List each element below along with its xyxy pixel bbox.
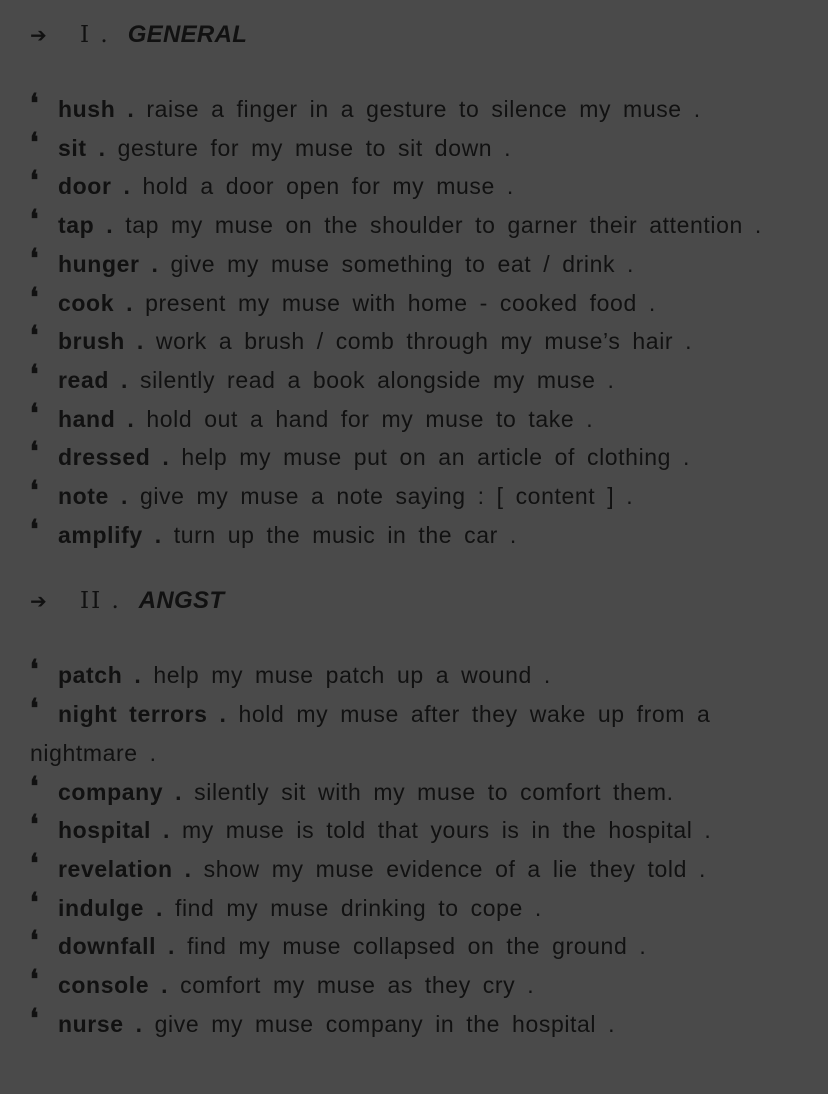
list-item <box>30 361 798 400</box>
prompt-term: company . <box>58 778 183 805</box>
prompt-term: dressed . <box>58 444 170 471</box>
prompt-term: console . <box>58 972 169 999</box>
bullet-icon: ❛ <box>30 127 39 158</box>
bullet-icon: ❛ <box>30 926 39 957</box>
list-item <box>30 245 798 284</box>
prompt-description: comfort my muse as they cry . <box>180 972 535 999</box>
bullet-icon: ❛ <box>30 514 39 545</box>
bullet-icon: ❛ <box>30 771 39 802</box>
prompt-description: silently read a book alongside my muse . <box>139 366 615 393</box>
list-item <box>30 850 798 889</box>
list-item <box>30 811 798 850</box>
bullet-icon: ❛ <box>30 166 39 197</box>
section-numeral: I . <box>80 22 110 48</box>
prompt-description: show my muse evidence of a lie they told . <box>203 855 706 882</box>
prompt-term: revelation . <box>58 855 192 882</box>
prompt-term: amplify . <box>58 521 162 548</box>
prompt-description: hold my muse after they wake up from a nightmare . <box>30 701 711 766</box>
bullet-icon: ❛ <box>30 243 39 274</box>
bullet-icon: ❛ <box>30 359 39 390</box>
prompt-term: hospital . <box>58 817 170 844</box>
prompt-term: hush . <box>58 96 135 122</box>
list-item <box>30 206 798 245</box>
prompt-term: hand . <box>58 405 135 432</box>
bullet-icon: ❛ <box>30 965 39 996</box>
prompt-term: indulge . <box>58 894 163 921</box>
general-prompt-list <box>30 90 798 554</box>
list-item <box>30 167 798 206</box>
prompt-term: cook . <box>58 289 134 316</box>
list-item <box>30 1005 798 1044</box>
prompt-term: night terrors . <box>58 701 227 728</box>
list-item <box>30 477 798 516</box>
section-heading-angst <box>30 584 798 618</box>
list-item <box>30 438 798 477</box>
section-spacer <box>30 554 798 584</box>
prompt-description: hold out a hand for my muse to take . <box>146 405 594 432</box>
prompt-term: read . <box>58 366 128 393</box>
prompt-description: turn up the music in the car . <box>173 521 517 548</box>
prompt-term: patch . <box>58 662 142 689</box>
prompt-description: silently sit with my muse to comfort them. <box>194 778 674 805</box>
list-item <box>30 284 798 323</box>
list-item <box>30 695 798 772</box>
right-arrow-icon: ➔ <box>30 23 47 47</box>
prompt-term: brush . <box>58 328 144 355</box>
prompt-term: downfall . <box>58 933 176 960</box>
bullet-icon: ❛ <box>30 398 39 429</box>
prompt-term: tap . <box>58 212 114 239</box>
prompt-term: note . <box>58 483 128 510</box>
prompt-description: work a brush / comb through my muse’s hair . <box>155 328 693 355</box>
bullet-icon: ❛ <box>30 848 39 879</box>
prompt-term: door . <box>58 173 131 200</box>
bullet-icon: ❛ <box>30 321 39 352</box>
list-item <box>30 322 798 361</box>
prompt-term: nurse . <box>58 1010 143 1037</box>
section-numeral: II . <box>80 588 121 615</box>
bullet-icon: ❛ <box>30 694 39 725</box>
prompt-description: find my muse collapsed on the ground . <box>187 933 647 960</box>
prompt-description: help my muse put on an article of clothing . <box>181 444 691 471</box>
prompt-term: sit . <box>58 134 106 161</box>
list-item <box>30 927 798 966</box>
prompt-description: my muse is told that yours is in the hospital . <box>181 817 712 844</box>
bullet-icon: ❛ <box>30 89 39 119</box>
prompt-description: help my muse patch up a wound . <box>153 662 551 689</box>
bullet-icon: ❛ <box>30 437 39 468</box>
prompt-description: give my muse company in the hospital . <box>154 1010 616 1037</box>
angst-prompt-list <box>30 656 798 1043</box>
list-item <box>30 889 798 928</box>
prompt-description: find my muse drinking to cope . <box>174 894 542 921</box>
list-item <box>30 773 798 812</box>
bullet-icon: ❛ <box>30 1003 39 1034</box>
section-title: GENERAL <box>127 21 248 48</box>
list-item <box>30 90 798 129</box>
list-item <box>30 129 798 168</box>
bullet-icon: ❛ <box>30 655 39 686</box>
bullet-icon: ❛ <box>30 476 39 507</box>
prompt-description: give my muse something to eat / drink . <box>170 250 635 277</box>
list-item <box>30 516 798 555</box>
prompt-description: gesture for my muse to sit down . <box>117 134 512 161</box>
bullet-icon: ❛ <box>30 205 39 236</box>
section-title: ANGST <box>138 587 225 615</box>
list-item <box>30 400 798 439</box>
bullet-icon: ❛ <box>30 887 39 918</box>
bullet-icon: ❛ <box>30 282 39 313</box>
right-arrow-icon: ➔ <box>30 589 47 614</box>
bullet-icon: ❛ <box>30 810 39 841</box>
prompt-term: hunger . <box>58 250 159 277</box>
list-item <box>30 966 798 1005</box>
prompt-description: present my muse with home - cooked food . <box>145 289 656 316</box>
list-item <box>30 656 798 695</box>
section-heading-general <box>30 18 798 52</box>
prompt-description: tap my muse on the shoulder to garner their attention . <box>125 212 762 239</box>
prompt-description: give my muse a note saying : [ content ] . <box>139 483 634 510</box>
prompt-description: hold a door open for my muse . <box>142 173 514 200</box>
prompt-description: raise a finger in a gesture to silence my muse . <box>146 96 701 122</box>
